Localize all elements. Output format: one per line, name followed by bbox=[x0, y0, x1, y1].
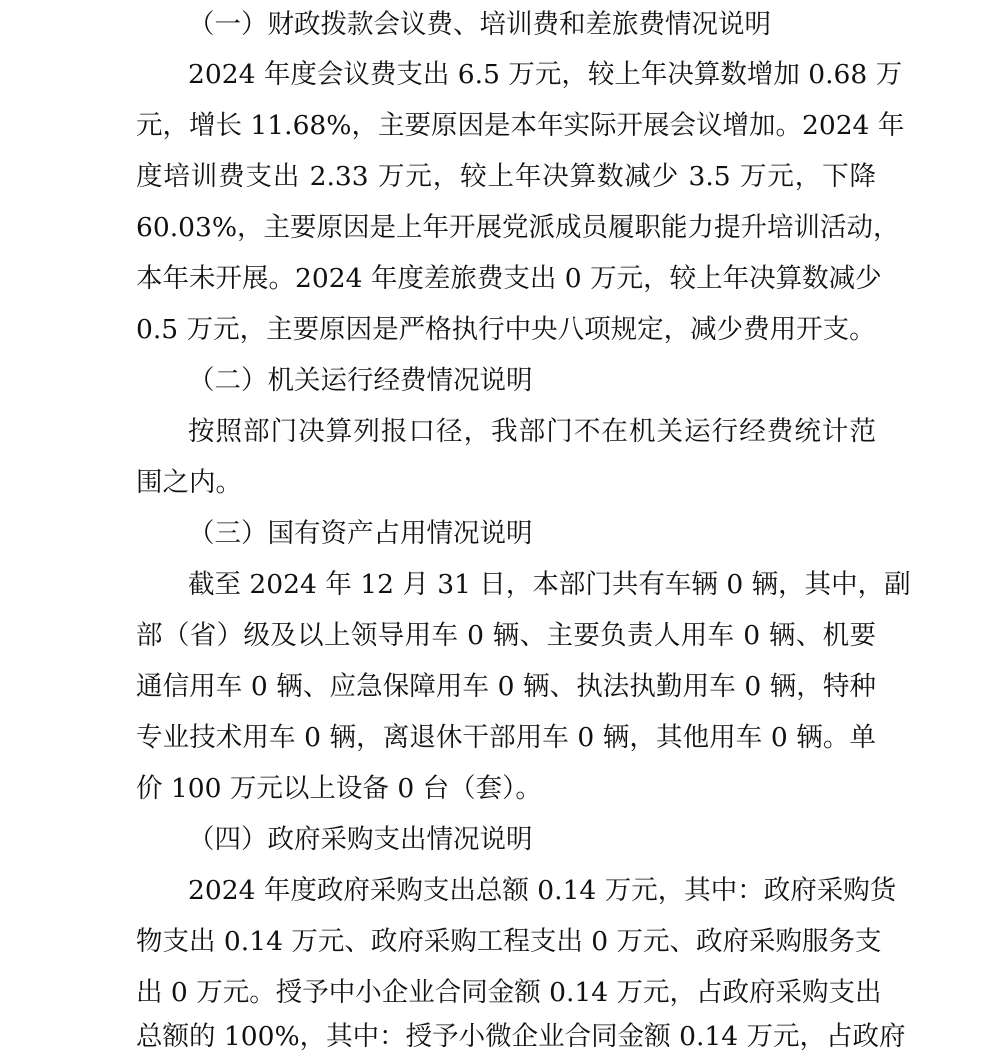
paragraph-line-last: 围之内。 bbox=[136, 467, 242, 498]
paragraph-line-last: 0.5 万元，主要原因是严格执行中央八项规定，减少费用开支。 bbox=[136, 314, 876, 345]
paragraph-line: 截至 2024 年 12 月 31 日，本部门共有车辆 0 辆，其中，副 bbox=[188, 569, 911, 600]
section-heading-4: （四）政府采购支出情况说明 bbox=[188, 824, 533, 855]
paragraph-line: 度培训费支出 2.33 万元，较上年决算数减少 3.5 万元，下降 bbox=[136, 161, 876, 192]
paragraph-line-last: 价 100 万元以上设备 0 台（套）。 bbox=[136, 773, 542, 804]
section-heading-3: （三）国有资产占用情况说明 bbox=[188, 518, 533, 549]
paragraph-line: 60.03%，主要原因是上年开展党派成员履职能力提升培训活动， bbox=[136, 212, 900, 243]
section-heading-2: （二）机关运行经费情况说明 bbox=[188, 365, 533, 396]
paragraph-line: 元，增长 11.68%，主要原因是本年实际开展会议增加。2024 年 bbox=[136, 110, 905, 141]
paragraph-line: 2024 年度会议费支出 6.5 万元，较上年决算数增加 0.68 万 bbox=[188, 59, 903, 90]
paragraph-line: 2024 年度政府采购支出总额 0.14 万元，其中：政府采购货 bbox=[188, 875, 897, 906]
paragraph-line: 本年未开展。2024 年度差旅费支出 0 万元，较上年决算数减少 bbox=[136, 263, 882, 294]
section-heading-1: （一）财政拨款会议费、培训费和差旅费情况说明 bbox=[188, 9, 771, 40]
paragraph-line: 物支出 0.14 万元、政府采购工程支出 0 万元、政府采购服务支 bbox=[136, 926, 882, 957]
paragraph-line: 按照部门决算列报口径，我部门不在机关运行经费统计范 bbox=[188, 416, 876, 447]
paragraph-line: 总额的 100%，其中：授予小微企业合同金额 0.14 万元，占政府 bbox=[136, 1021, 906, 1052]
paragraph-line: 部（省）级及以上领导用车 0 辆、主要负责人用车 0 辆、机要 bbox=[136, 620, 876, 651]
paragraph-line: 专业技术用车 0 辆，离退休干部用车 0 辆，其他用车 0 辆。单 bbox=[136, 722, 876, 753]
paragraph-line: 出 0 万元。授予中小企业合同金额 0.14 万元，占政府采购支出 bbox=[136, 977, 882, 1008]
paragraph-line: 通信用车 0 辆、应急保障用车 0 辆、执法执勤用车 0 辆，特种 bbox=[136, 671, 876, 702]
